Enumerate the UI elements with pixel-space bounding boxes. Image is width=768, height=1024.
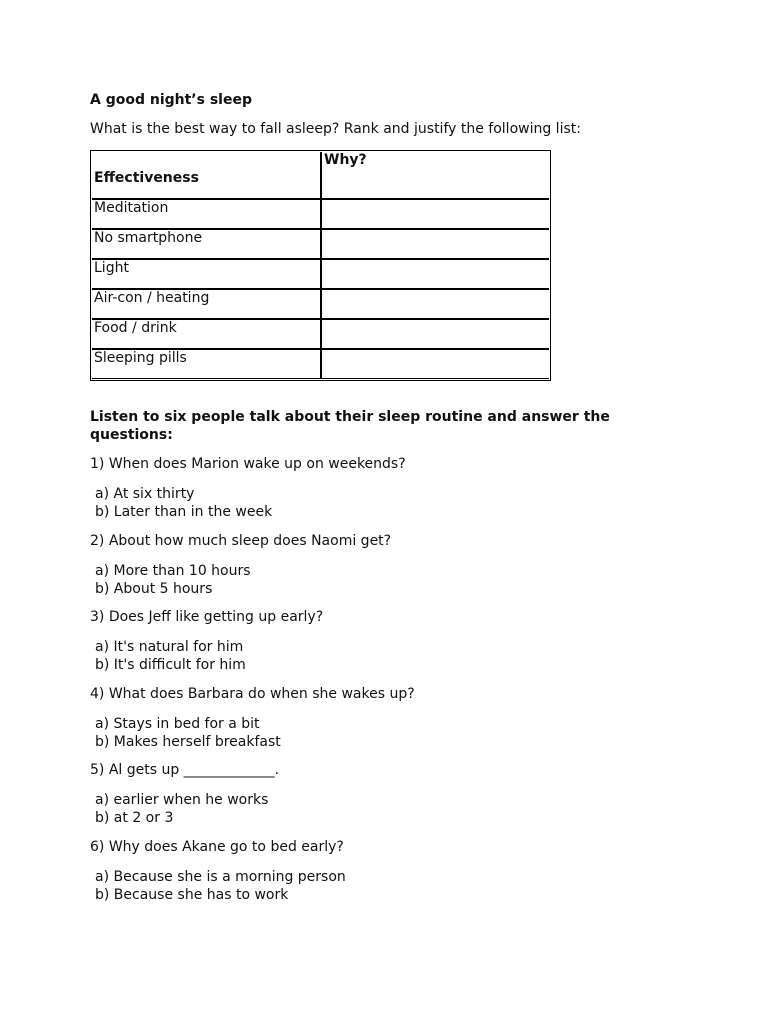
question-5-option-b: b) at 2 or 3 bbox=[95, 810, 174, 826]
table-header-row bbox=[92, 152, 549, 200]
header-why: Why? bbox=[322, 152, 549, 200]
question-3-option-b: b) It's difficult for him bbox=[95, 657, 246, 673]
row-label: Light bbox=[92, 260, 322, 290]
listening-heading: Listen to six people talk about their sleep routine and answer the questions: bbox=[90, 409, 610, 443]
table-row bbox=[92, 260, 549, 290]
why-cell[interactable] bbox=[322, 200, 549, 230]
question-4: 4) What does Barbara do when she wakes up? bbox=[90, 686, 415, 702]
question-2-option-b: b) About 5 hours bbox=[95, 581, 213, 597]
question-3-option-a: a) It's natural for him bbox=[95, 639, 244, 655]
row-label: Air-con / heating bbox=[92, 290, 322, 320]
row-label: No smartphone bbox=[92, 230, 322, 260]
why-cell[interactable] bbox=[322, 350, 549, 379]
table-row bbox=[92, 320, 549, 350]
row-label: Meditation bbox=[92, 200, 322, 230]
question-2: 2) About how much sleep does Naomi get? bbox=[90, 533, 392, 549]
ranking-table bbox=[90, 150, 551, 381]
page-title: A good night’s sleep bbox=[90, 92, 252, 108]
row-label: Sleeping pills bbox=[92, 350, 322, 379]
question-4-option-a: a) Stays in bed for a bit bbox=[95, 716, 260, 732]
table-row bbox=[92, 230, 549, 260]
question-5: 5) Al gets up _____________. bbox=[90, 762, 280, 778]
question-4-option-b: b) Makes herself breakfast bbox=[95, 734, 281, 750]
question-5-option-a: a) earlier when he works bbox=[95, 792, 269, 808]
table-row bbox=[92, 200, 549, 230]
question-1: 1) When does Marion wake up on weekends? bbox=[90, 456, 406, 472]
row-label: Food / drink bbox=[92, 320, 322, 350]
table-row bbox=[92, 290, 549, 320]
question-6-option-b: b) Because she has to work bbox=[95, 887, 289, 903]
why-cell[interactable] bbox=[322, 260, 549, 290]
why-cell[interactable] bbox=[322, 290, 549, 320]
question-6-option-a: a) Because she is a morning person bbox=[95, 869, 346, 885]
header-effectiveness: Effectiveness bbox=[92, 152, 322, 200]
why-cell[interactable] bbox=[322, 320, 549, 350]
question-6: 6) Why does Akane go to bed early? bbox=[90, 839, 344, 855]
table-row bbox=[92, 350, 549, 379]
why-cell[interactable] bbox=[322, 230, 549, 260]
question-1-option-b: b) Later than in the week bbox=[95, 504, 273, 520]
question-1-option-a: a) At six thirty bbox=[95, 486, 195, 502]
question-3: 3) Does Jeff like getting up early? bbox=[90, 609, 324, 625]
question-2-option-a: a) More than 10 hours bbox=[95, 563, 251, 579]
intro-text: What is the best way to fall asleep? Rank and justify the following list: bbox=[90, 121, 581, 137]
